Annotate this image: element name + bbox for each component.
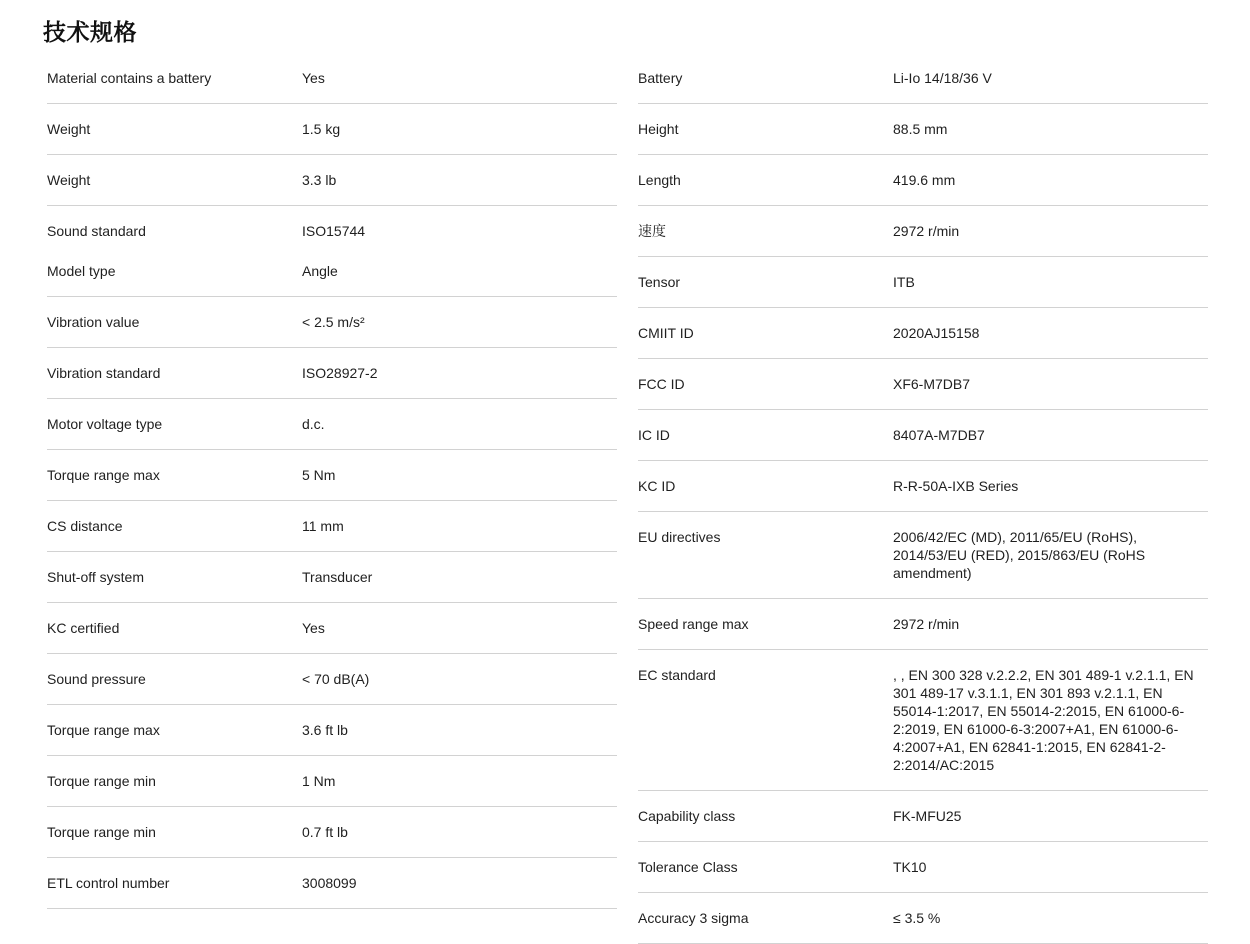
spec-label: Length [638,172,681,188]
spec-label: Torque range min [47,824,156,840]
spec-row [47,756,617,807]
spec-row [47,206,617,251]
spec-row [47,104,617,155]
spec-row [638,206,1208,257]
spec-row [638,104,1208,155]
spec-row [47,552,617,603]
spec-row [638,599,1208,650]
spec-label: CMIIT ID [638,325,694,341]
spec-label: Capability class [638,808,736,824]
spec-value: 3.6 ft lb [302,722,348,738]
spec-row [47,450,617,501]
spec-value: R-R-50A-IXB Series [893,478,1019,494]
spec-label: Weight [47,172,91,188]
spec-value: 1 Nm [302,773,336,789]
spec-label: Accuracy 3 sigma [638,910,749,926]
spec-row [47,53,617,104]
spec-row [638,410,1208,461]
spec-row [47,603,617,654]
spec-row [47,501,617,552]
spec-label: KC certified [47,620,120,636]
spec-label: Height [638,121,679,137]
spec-value: Transducer [302,569,373,585]
spec-value: FK-MFU25 [893,808,962,824]
spec-label: IC ID [638,427,670,443]
spec-value: 0.7 ft lb [302,824,348,840]
spec-label: Sound pressure [47,671,146,687]
spec-value: 5 Nm [302,467,336,483]
spec-label: Sound standard [47,223,146,239]
spec-value: < 70 dB(A) [302,671,370,687]
spec-label: KC ID [638,478,676,494]
spec-label: EU directives [638,529,721,545]
spec-label: Motor voltage type [47,416,163,432]
spec-row [638,650,1208,791]
spec-value: Yes [302,70,325,86]
spec-label: Tolerance Class [638,859,738,875]
spec-label: Material contains a battery [47,70,212,86]
spec-label: CS distance [47,518,123,534]
spec-row [638,461,1208,512]
spec-label: Tensor [638,274,681,290]
spec-value: ISO28927-2 [302,365,378,381]
spec-columns [47,53,1208,944]
spec-table-left [47,53,617,909]
spec-label: Weight [47,121,91,137]
spec-value: ≤ 3.5 % [893,910,941,926]
spec-value: < 2.5 m/s² [302,314,365,330]
spec-value: 88.5 mm [893,121,948,137]
spec-label: Vibration value [47,314,140,330]
spec-value: ITB [893,274,915,290]
spec-value: 1.5 kg [302,121,341,137]
spec-label: EC standard [638,667,716,683]
spec-row [638,53,1208,104]
spec-value: 3008099 [302,875,357,891]
page-title: 技术规格 [43,19,137,45]
spec-value: 2020AJ15158 [893,325,980,341]
spec-value: XF6-M7DB7 [893,376,971,392]
spec-row [47,348,617,399]
spec-value: d.c. [302,416,325,432]
spec-label: Shut-off system [47,569,145,585]
spec-value: TK10 [893,859,927,875]
spec-row [47,399,617,450]
spec-row [47,807,617,858]
spec-value: 2972 r/min [893,223,960,239]
spec-value: 3.3 lb [302,172,337,188]
spec-value: 419.6 mm [893,172,956,188]
spec-value: 8407A-M7DB7 [893,427,985,443]
spec-row [47,251,617,297]
spec-row [638,842,1208,893]
spec-label: ETL control number [47,875,170,891]
spec-value: , , EN 300 328 v.2.2.2, EN 301 489-1 v.2.1.1, EN 301 489-17 v.3.1.1, EN 301 893 v.2.1.1, EN 55014-1:2017, EN 55014-2:2015, EN 61000-6-2:2019, EN 61000-6-3:2007+A1, EN 61000-6-4:2007+A1, EN 62841-1:2015, EN 62841-2-2:2014/AC:2015 [893,667,1194,773]
spec-value: Li-Io 14/18/36 V [893,70,992,86]
spec-row [638,893,1208,944]
spec-label: Torque range max [47,467,160,483]
spec-value: Angle [302,263,338,279]
spec-label: Model type [47,263,116,279]
spec-value: Yes [302,620,325,636]
spec-row [638,512,1208,599]
spec-label: FCC ID [638,376,685,392]
spec-value: ISO15744 [302,223,366,239]
spec-row [47,705,617,756]
spec-label: Torque range max [47,722,160,738]
spec-row [47,858,617,909]
spec-label: Battery [638,70,683,86]
spec-row [638,308,1208,359]
spec-label: Vibration standard [47,365,161,381]
spec-row [47,654,617,705]
spec-label: Speed range max [638,616,749,632]
spec-label: Torque range min [47,773,156,789]
spec-table-right [638,53,1208,944]
spec-row [638,359,1208,410]
spec-row [47,297,617,348]
spec-row [638,257,1208,308]
spec-label: 速度 [638,223,666,239]
spec-value: 2006/42/EC (MD), 2011/65/EU (RoHS), 2014/53/EU (RED), 2015/863/EU (RoHS amendment) [893,529,1146,581]
spec-row [638,155,1208,206]
spec-value: 2972 r/min [893,616,960,632]
spec-value: 11 mm [302,518,344,534]
spec-row [638,791,1208,842]
spec-row [47,155,617,206]
